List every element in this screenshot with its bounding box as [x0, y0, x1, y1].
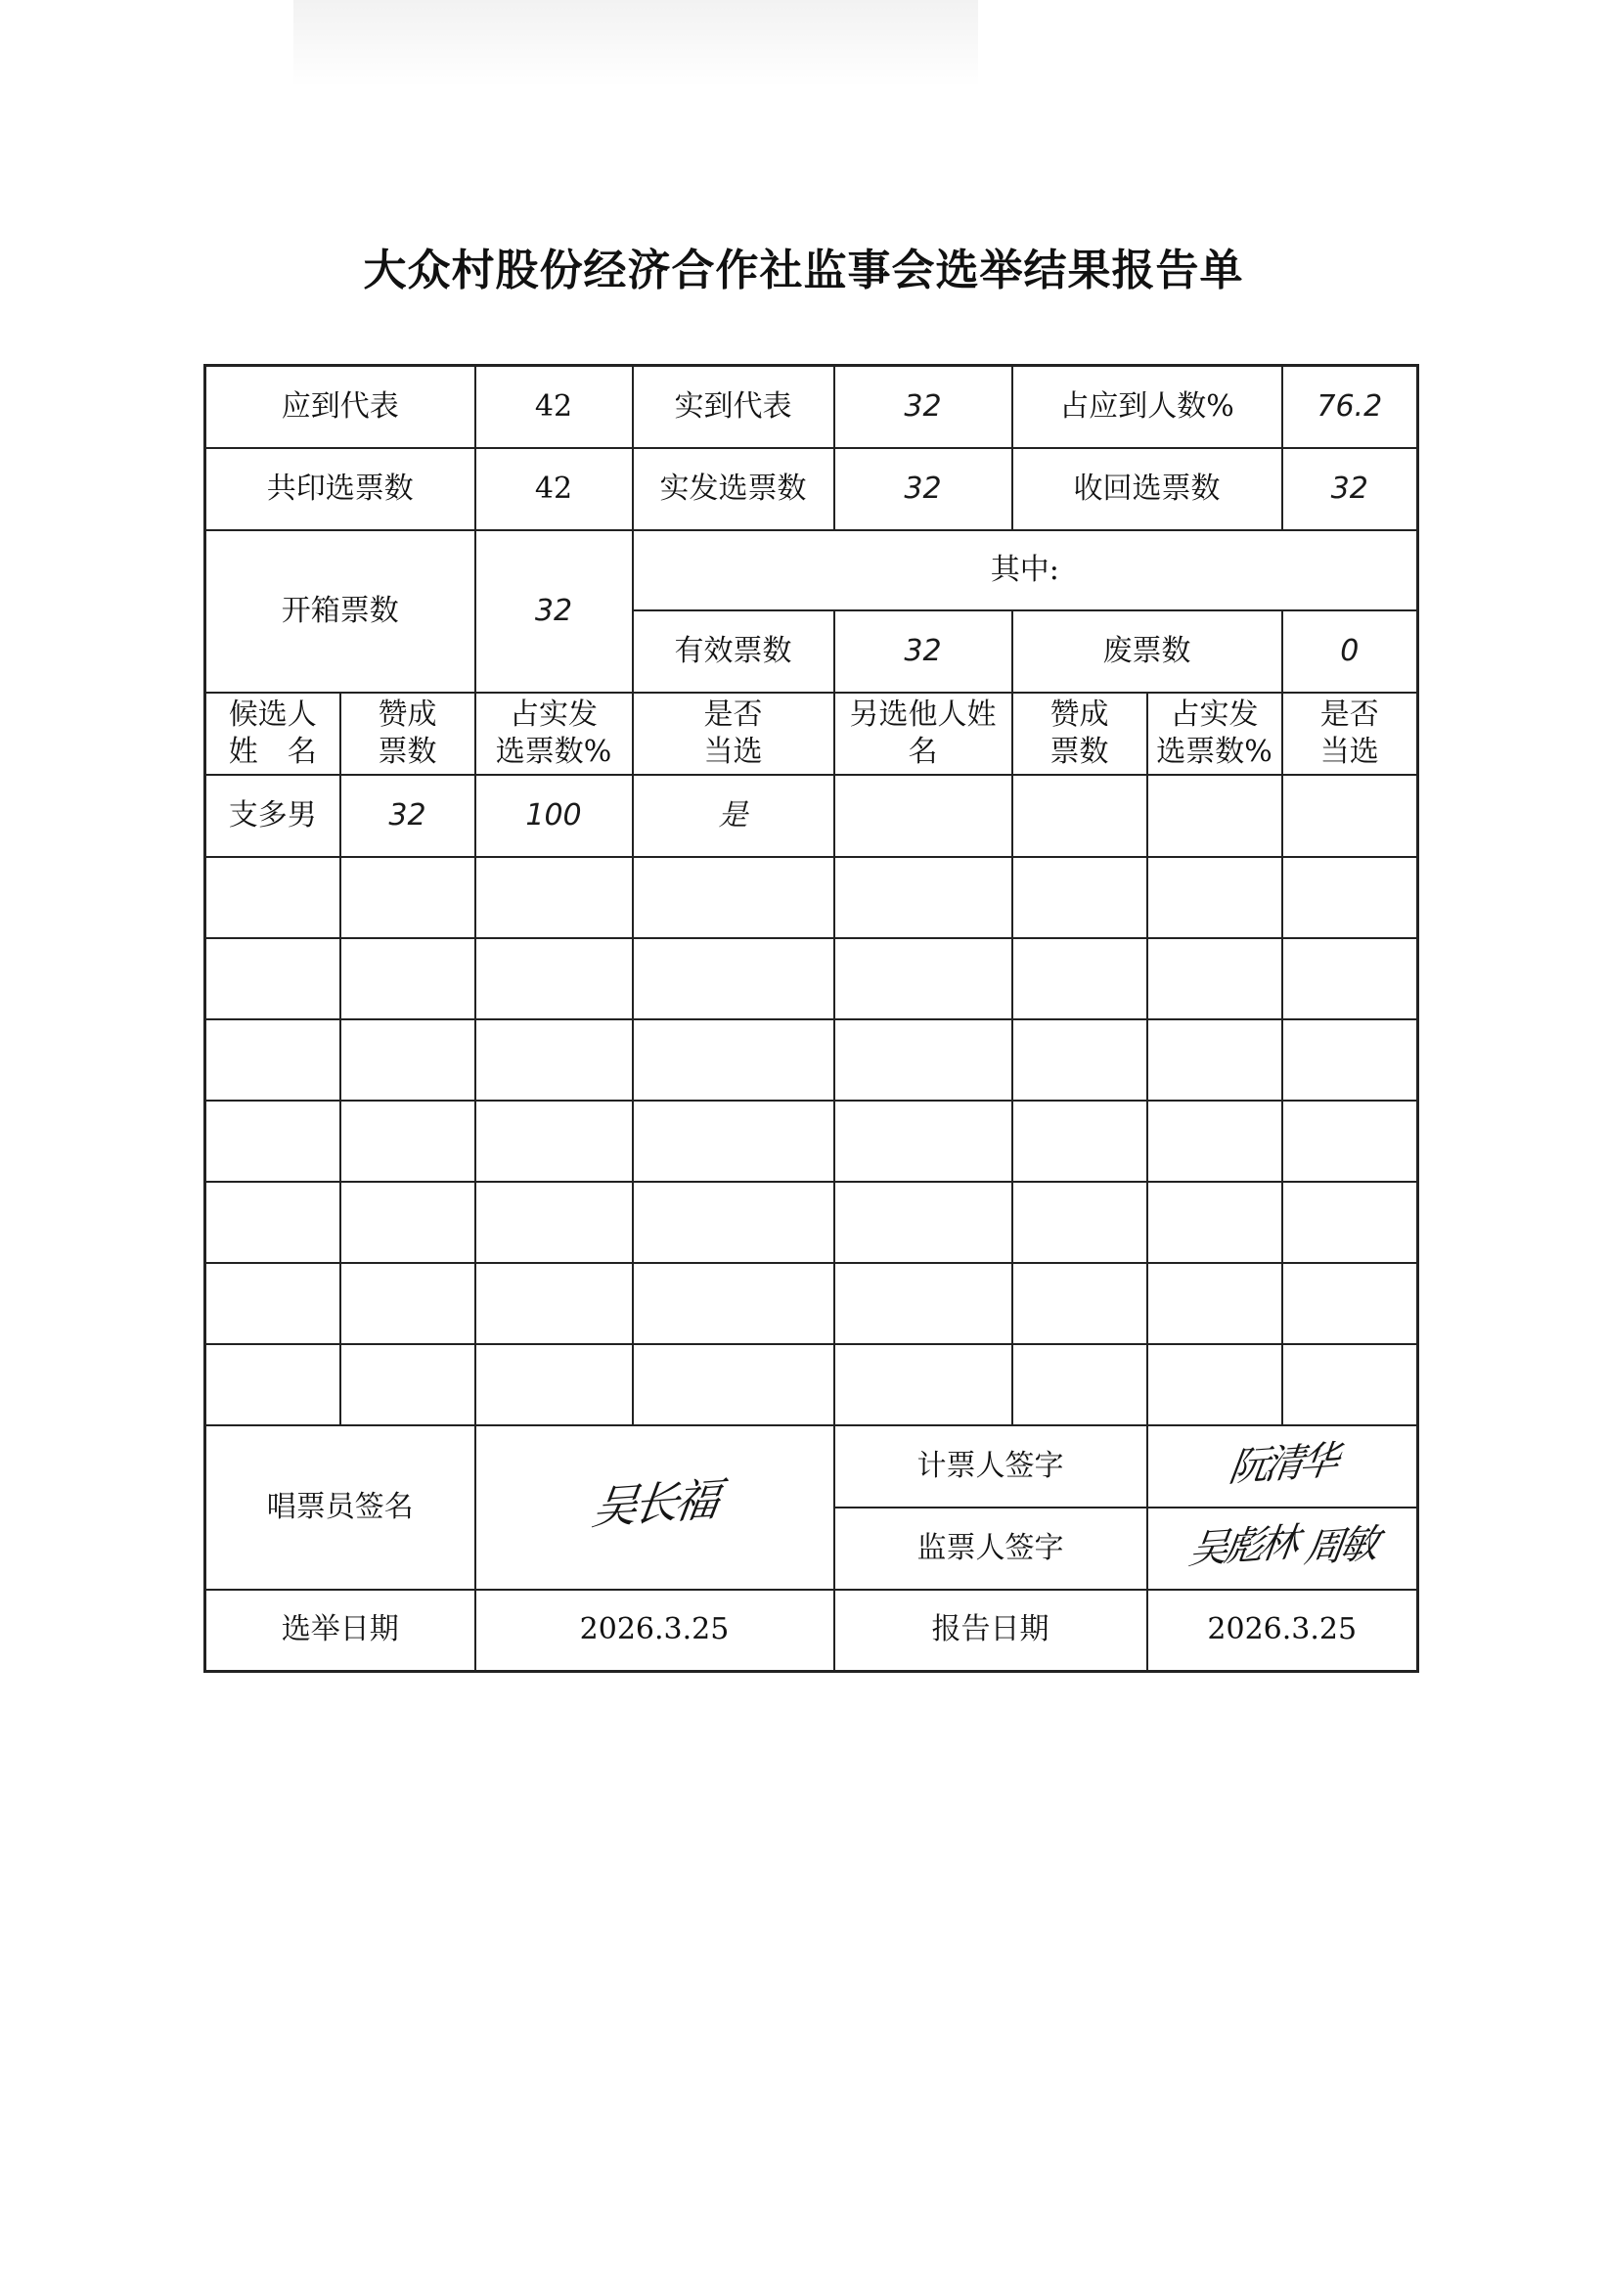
other-name-cell	[834, 775, 1012, 857]
empty-cell	[1282, 1263, 1418, 1344]
header-other-name: 另选他人姓 名	[834, 693, 1012, 775]
counter-label: 计票人签字	[834, 1425, 1147, 1508]
results-header-row	[205, 693, 1418, 775]
empty-cell	[1012, 857, 1147, 938]
table-row	[205, 775, 1418, 857]
supervisor-signature-1: 吴彪林	[1185, 1519, 1299, 1573]
empty-cell	[1147, 1182, 1282, 1263]
should-attend-label: 应到代表	[205, 366, 475, 448]
empty-cell	[1012, 1344, 1147, 1425]
summary-row-attendance	[205, 366, 1418, 448]
empty-cell	[633, 1182, 834, 1263]
empty-cell	[340, 1019, 475, 1101]
of-which-label: 其中:	[633, 530, 1418, 610]
empty-cell	[1147, 1019, 1282, 1101]
empty-cell	[340, 938, 475, 1019]
empty-cell	[1012, 1263, 1147, 1344]
election-date-label: 选举日期	[205, 1590, 475, 1672]
empty-cell	[1282, 1019, 1418, 1101]
empty-cell	[205, 1263, 340, 1344]
other-elected-cell	[1282, 775, 1418, 857]
empty-row	[205, 1101, 1418, 1182]
signature-row-1	[205, 1425, 1418, 1508]
empty-cell	[1147, 857, 1282, 938]
supervisor-signature-2: 周敏	[1301, 1520, 1378, 1572]
summary-row-opened	[205, 530, 1418, 610]
empty-cell	[205, 938, 340, 1019]
empty-cell	[633, 1263, 834, 1344]
empty-cell	[475, 1344, 633, 1425]
ratio-cell: 100	[475, 775, 633, 857]
printed-ballots-value: 42	[475, 448, 633, 530]
empty-cell	[1282, 938, 1418, 1019]
issued-ballots-label: 实发选票数	[633, 448, 834, 530]
empty-row	[205, 857, 1418, 938]
header-elected: 是否 当选	[633, 693, 834, 775]
empty-cell	[475, 1101, 633, 1182]
empty-cell	[834, 1019, 1012, 1101]
should-attend-value: 42	[475, 366, 633, 448]
printed-ballots-label: 共印选票数	[205, 448, 475, 530]
empty-cell	[340, 1101, 475, 1182]
empty-cell	[1282, 1101, 1418, 1182]
empty-cell	[834, 857, 1012, 938]
election-report-table	[203, 364, 1419, 1673]
empty-cell	[475, 1263, 633, 1344]
empty-row	[205, 938, 1418, 1019]
empty-cell	[340, 1182, 475, 1263]
empty-row	[205, 1263, 1418, 1344]
header-other-elected: 是否 当选	[1282, 693, 1418, 775]
empty-cell	[1012, 1019, 1147, 1101]
empty-cell	[340, 1263, 475, 1344]
recovered-ballots-label: 收回选票数	[1012, 448, 1282, 530]
report-date-value: 2026.3.25	[1147, 1590, 1418, 1672]
valid-ballots-label: 有效票数	[633, 610, 834, 693]
header-candidate-name: 候选人 姓 名	[205, 693, 340, 775]
header-ratio: 占实发 选票数%	[475, 693, 633, 775]
header-other-votes: 赞成 票数	[1012, 693, 1147, 775]
announcer-signature: 吴长福	[589, 1472, 720, 1535]
announcer-signature-cell	[475, 1425, 834, 1590]
other-ratio-cell	[1147, 775, 1282, 857]
empty-cell	[1012, 1101, 1147, 1182]
empty-cell	[475, 1182, 633, 1263]
date-row	[205, 1590, 1418, 1672]
empty-cell	[1282, 857, 1418, 938]
attend-ratio-value: 76.2	[1282, 366, 1418, 448]
empty-cell	[1282, 1344, 1418, 1425]
elected-cell: 是	[633, 775, 834, 857]
supervisor-signature-cell	[1147, 1508, 1418, 1590]
empty-cell	[1147, 1263, 1282, 1344]
empty-row	[205, 1182, 1418, 1263]
empty-cell	[633, 1101, 834, 1182]
empty-cell	[340, 857, 475, 938]
empty-row	[205, 1019, 1418, 1101]
valid-ballots-value: 32	[834, 610, 1012, 693]
election-date-value: 2026.3.25	[475, 1590, 834, 1672]
empty-cell	[1282, 1182, 1418, 1263]
header-other-ratio: 占实发 选票数%	[1147, 693, 1282, 775]
recovered-ballots-value: 32	[1282, 448, 1418, 530]
actual-attend-label: 实到代表	[633, 366, 834, 448]
empty-cell	[1147, 938, 1282, 1019]
empty-cell	[475, 938, 633, 1019]
empty-cell	[834, 1101, 1012, 1182]
empty-cell	[633, 1019, 834, 1101]
summary-row-ballots	[205, 448, 1418, 530]
empty-cell	[1147, 1344, 1282, 1425]
scan-shadow	[293, 0, 978, 88]
header-votes: 赞成 票数	[340, 693, 475, 775]
empty-cell	[834, 1344, 1012, 1425]
opened-ballots-value: 32	[475, 530, 633, 693]
empty-cell	[633, 938, 834, 1019]
report-date-label: 报告日期	[834, 1590, 1147, 1672]
empty-cell	[633, 857, 834, 938]
empty-row	[205, 1344, 1418, 1425]
supervisor-label: 监票人签字	[834, 1508, 1147, 1590]
empty-cell	[1012, 1182, 1147, 1263]
empty-cell	[1012, 938, 1147, 1019]
candidate-name-cell: 支多男	[205, 775, 340, 857]
announcer-label: 唱票员签名	[205, 1425, 475, 1590]
opened-ballots-label: 开箱票数	[205, 530, 475, 693]
votes-cell: 32	[340, 775, 475, 857]
empty-cell	[205, 1344, 340, 1425]
empty-cell	[475, 857, 633, 938]
other-votes-cell	[1012, 775, 1147, 857]
empty-cell	[475, 1019, 633, 1101]
empty-cell	[340, 1344, 475, 1425]
counter-signature: 阮清华	[1226, 1437, 1338, 1491]
empty-cell	[205, 1019, 340, 1101]
invalid-ballots-value: 0	[1282, 610, 1418, 693]
empty-cell	[205, 1101, 340, 1182]
issued-ballots-value: 32	[834, 448, 1012, 530]
empty-cell	[834, 1182, 1012, 1263]
invalid-ballots-label: 废票数	[1012, 610, 1282, 693]
actual-attend-value: 32	[834, 366, 1012, 448]
empty-cell	[1147, 1101, 1282, 1182]
counter-signature-cell	[1147, 1425, 1418, 1508]
empty-cell	[633, 1344, 834, 1425]
document-title: 大众村股份经济合作社监事会选举结果报告单	[363, 246, 1244, 295]
empty-cell	[834, 938, 1012, 1019]
empty-cell	[834, 1263, 1012, 1344]
empty-cell	[205, 857, 340, 938]
attend-ratio-label: 占应到人数%	[1012, 366, 1282, 448]
empty-cell	[205, 1182, 340, 1263]
